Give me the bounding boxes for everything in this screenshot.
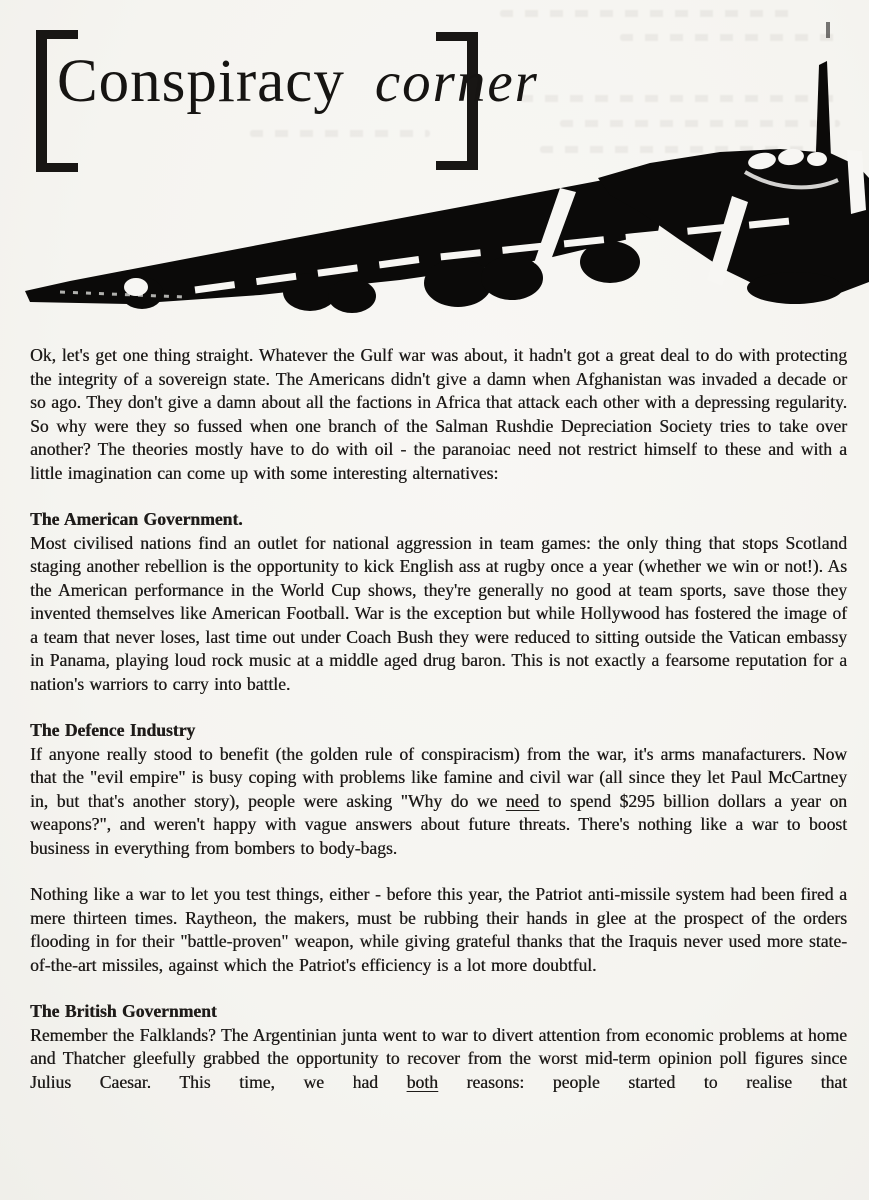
article-paragraph <box>30 532 847 697</box>
text-run: to spend $295 billion dollars a year on weapons?", and weren't happy with vague answers about future threats. There's nothing like a war to boost business in everything from bombers to body-bags. <box>30 790 847 858</box>
text-run: The British Government <box>30 1001 217 1021</box>
article-paragraph <box>30 344 847 485</box>
page-title <box>57 47 539 117</box>
text-run: reasons: people started to realise that <box>437 1071 848 1092</box>
underlined-term: both <box>406 1071 438 1092</box>
article-paragraph <box>30 883 847 977</box>
masthead <box>0 0 539 190</box>
page-title-accent: corner <box>374 51 539 114</box>
section-heading <box>30 1000 847 1024</box>
article-paragraph <box>30 743 847 861</box>
text-run: The American Government. <box>30 509 243 529</box>
article-body <box>30 344 847 1094</box>
text-run: Ok, let's get one thing straight. Whatever the Gulf war was about, it hadn't got a great deal to do with protecting the integrity of a sovereign state. The Americans didn't give a damn when Afghanistan was invaded a decade or so ago. They don't give a damn about all the factions in Africa that attack each other with a depressing regularity. So why were they so fussed when one branch of the Salman Rushdie Depreciation Society tries to take over another? The theories mostly have to do with oil - the paranoiac need not restrict himself to these and with a little imagination can come up with some interesting alternatives: <box>30 345 847 483</box>
text-run: If anyone really stood to benefit (the golden rule of conspiracism) from the war, it's arms manafacturers. Now that the "evil empire" is busy coping with problems like famine and civil war (all since they let Paul McCartney in, but that's another story), people were asking "Why do we <box>30 743 847 811</box>
underlined-term: need <box>505 790 540 811</box>
text-run: Most civilised nations find an outlet for national aggression in team games: the only thing that stops Scotland staging another rebellion is the opportunity to kick English ass at rugby once a year (whether we win or not!). As the American performance in the World Cup shows, they're generally no good at team sports, save those they invented themselves like American Football. War is the exception but while Hollywood has fostered the image of a team that never loses, last time out under Coach Bush they were reduced to sitting outside the Vatican embassy in Panama, playing loud rock music at a middle aged drug baron. This is not exactly a fearsome reputation for a nation's warriors to carry into battle. <box>30 532 847 694</box>
article-paragraph <box>30 1024 847 1095</box>
cockpit-window <box>807 152 827 166</box>
section-heading <box>30 719 847 743</box>
tail-fin-tip-mark <box>826 22 830 38</box>
text-run: Remember the Falklands? The Argentinian junta went to war to divert attention from economic problems at home and Thatcher gleefully grabbed the opportunity to recover from the worst mid-term opinion poll figures since Julius Caesar. This time, we had <box>30 1024 847 1092</box>
section-heading <box>30 508 847 532</box>
text-run: Nothing like a war to let you test things, either - before this year, the Patriot anti-missile system had been fired a mere thirteen times. Raytheon, the makers, must be rubbing their hands in glee at the prospect of the orders flooding in for their "battle-proven" weapon, while giving grateful thanks that the Iraquis never used more state-of-the-art missiles, against which the Patriot's efficiency is a lot more doubtful. <box>30 884 847 975</box>
text-run: The Defence Industry <box>30 720 196 740</box>
page-title-main: Conspiracy <box>57 48 345 115</box>
